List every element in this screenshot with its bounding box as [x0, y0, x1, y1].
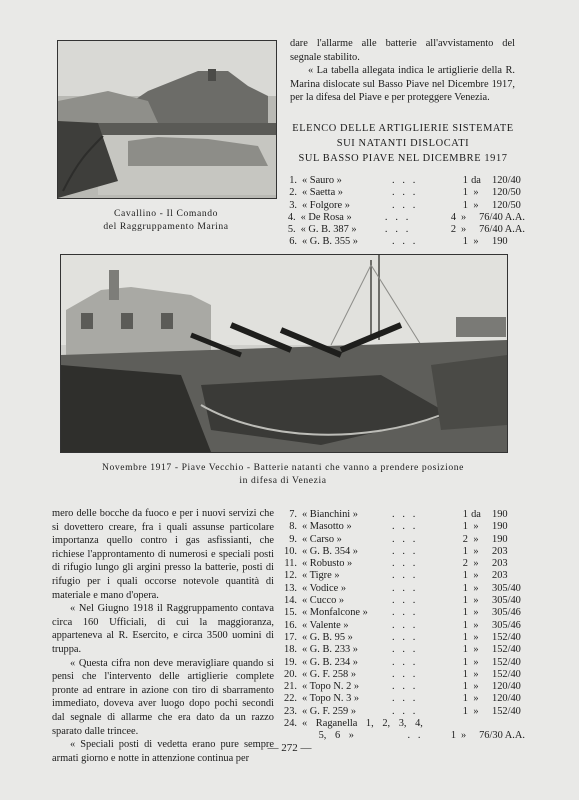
- list-row-unit: »: [473, 199, 479, 211]
- list-row-name: « Topo N. 2 »: [302, 681, 360, 693]
- list-row-caliber: 152/40: [492, 631, 521, 643]
- list-row-unit: »: [473, 582, 479, 594]
- list-row-quantity: 1: [462, 582, 468, 594]
- list-row-number: 3.: [289, 199, 297, 211]
- list-row-caliber: 120/50: [492, 199, 521, 211]
- list-heading-line1: ELENCO DELLE ARTIGLIERIE SISTEMATE: [292, 123, 514, 134]
- list-row-quantity: 1: [462, 681, 468, 693]
- list-row-unit: »: [461, 211, 467, 223]
- list-row-caliber: 152/40: [492, 705, 521, 717]
- list-row-leaders: . . .: [392, 607, 416, 619]
- list-row: [275, 558, 525, 570]
- list-row-unit: da: [471, 509, 481, 520]
- list-row-name: « Tigre »: [302, 570, 340, 582]
- list-row-caliber: 305/40: [492, 595, 521, 607]
- list-row: [275, 607, 525, 619]
- list-row-quantity: 1: [462, 521, 468, 533]
- list-row-number: 4.: [287, 211, 296, 223]
- photo-top-caption: [57, 207, 275, 233]
- list-row-leaders: . . .: [392, 509, 416, 520]
- list-row-caliber: 152/40: [492, 656, 521, 668]
- list-row: [275, 521, 525, 533]
- list-row-number: 7.: [289, 509, 297, 520]
- list-row: [275, 706, 525, 718]
- list-row-caliber: 305/46: [492, 619, 521, 631]
- photo-cavallino-image: [58, 41, 276, 198]
- list-row-name: « Saetta »: [302, 187, 343, 199]
- list-row-name: « Carso »: [302, 533, 342, 545]
- list-row-quantity: 1: [462, 199, 468, 211]
- list-row-number: 10.: [284, 545, 297, 557]
- list-row-caliber: 120/50: [492, 187, 521, 199]
- list-row-number: 12.: [284, 570, 297, 582]
- list-row-caliber: 190: [492, 509, 508, 520]
- body-paragraph-1: mero delle bocche da fuoco e per i nuovi servizi che si dovettero creare, fra i quali assunse particolare importanza quello contro i gas asfissianti, che richiese l'approntamento di numerosi e speciali posti di rifugio lungo gli argini presso la batterie, posti di rifugio per i quali occorse notevole quantità di materiale e mano d'opera.: [52, 508, 274, 601]
- list-row: [275, 693, 525, 705]
- intro-paragraph: « La tabella allegata indica le artiglierie della R. Marina dislocate sul Basso Piave nel Dicembre 1917, per la difesa del Piave e per proteggere Venezia.: [290, 65, 515, 104]
- list-row-leaders: . . .: [392, 619, 416, 631]
- list-row-number: 24.: [284, 718, 297, 729]
- list-row-name-continued: 5, 6 »: [318, 730, 354, 742]
- list-row-quantity: 1: [462, 607, 468, 619]
- intro-continuation: dare l'allarme alle batterie all'avvistamento del segnale stabilito.: [290, 38, 515, 63]
- list-row-number: 23.: [284, 705, 297, 717]
- list-row-number: 11.: [284, 558, 297, 570]
- list-row-leaders: . . .: [392, 631, 416, 643]
- list-row-unit: »: [461, 730, 467, 742]
- photo-top-caption-line1: Cavallino - Il Comando: [113, 208, 219, 219]
- photo-main-caption-line2: in difesa di Venezia: [239, 475, 327, 486]
- list-row-name: « Masotto »: [302, 521, 352, 533]
- photo-top-caption-line2: del Raggruppamento Marina: [103, 221, 229, 232]
- list-heading: [283, 121, 523, 166]
- list-row-leaders: . . .: [392, 533, 416, 545]
- body-paragraph-3: « Questa cifra non deve meravigliare quando si pensi che l'intervento delle artiglierie complete pronte ad entrare in azione con tiro di sbarramento immediato, doveva aver luogo dopo pochi secondi dal segnale di allarme che era dato da un razzo sparato dalle trincee.: [52, 657, 274, 737]
- photo-floating-batteries-image: [61, 255, 507, 452]
- list-row-quantity: 1: [462, 509, 468, 520]
- list-row-number: 20.: [284, 668, 297, 680]
- list-row-caliber: 190: [492, 236, 508, 248]
- list-row-caliber: 120/40: [492, 693, 521, 705]
- list-row: [275, 595, 525, 607]
- list-row-quantity: 2: [462, 558, 468, 570]
- list-row-number: 5.: [287, 224, 296, 236]
- body-text: [52, 507, 274, 765]
- list-row: [275, 718, 525, 730]
- list-row-unit: »: [473, 644, 479, 656]
- list-row-name: « G. B. 355 »: [302, 236, 358, 248]
- list-row-name: « Sauro »: [302, 175, 342, 186]
- list-row-number: 22.: [284, 693, 297, 705]
- list-row-caliber: 152/40: [492, 644, 521, 656]
- list-row-leaders: . . .: [392, 644, 416, 656]
- list-row-number: 9.: [289, 533, 297, 545]
- list-row-name: « G. B. 354 »: [302, 545, 358, 557]
- list-row-caliber: 76/40 A.A.: [479, 224, 525, 236]
- list-row-quantity: 1: [462, 668, 468, 680]
- list-row-leaders: . . .: [392, 570, 416, 582]
- photo-main-caption-line1: Novembre 1917 - Piave Vecchio - Batterie natanti che vanno a prendere posizione: [101, 462, 465, 473]
- list-row-name: « G. F. 258 »: [302, 668, 357, 680]
- page-number: — 272 —: [267, 742, 312, 754]
- list-row-leaders: . . .: [392, 681, 416, 693]
- list-row-unit: »: [473, 693, 479, 705]
- list-row-leaders: . . .: [384, 211, 409, 223]
- list-row-name: « Raganella 1, 2, 3, 4,: [302, 718, 423, 729]
- list-row: [275, 583, 525, 595]
- photo-main-caption: [40, 461, 526, 487]
- body-paragraph-2: « Nel Giugno 1918 il Raggruppamento contava circa 160 Ufficiali, di cui la maggioranza, apparteneva al R. Esercito, e circa 3500 uomini di truppa.: [52, 603, 274, 655]
- list-row-name: « Vodice »: [302, 582, 347, 594]
- list-row-leaders: . .: [407, 730, 421, 742]
- list-row-quantity: 1: [462, 656, 468, 668]
- list-row-quantity: 1: [450, 730, 457, 742]
- list-row: [275, 546, 525, 558]
- list-row: [275, 187, 525, 199]
- list-row-leaders: . . .: [392, 668, 416, 680]
- list-row-name: « De Rosa »: [300, 211, 352, 223]
- list-row-quantity: 1: [462, 570, 468, 582]
- list-row-number: 18.: [284, 644, 297, 656]
- list-row: [275, 236, 525, 248]
- list-row-name: « G. B. 387 »: [300, 224, 357, 236]
- intro-text: [290, 37, 515, 105]
- list-row-quantity: 1: [462, 705, 468, 717]
- list-row: [275, 620, 525, 632]
- list-row-quantity: 1: [462, 545, 468, 557]
- list-row-unit: »: [473, 187, 479, 199]
- list-row-leaders: . . .: [392, 521, 416, 533]
- list-row-name: « Robusto »: [302, 558, 353, 570]
- list-row-leaders: . . .: [392, 656, 416, 668]
- list-row: [275, 669, 525, 681]
- list-row-quantity: 2: [450, 224, 457, 236]
- list-row-caliber: 203: [492, 558, 508, 570]
- list-row-name: « Bianchini »: [302, 509, 358, 520]
- list-heading-line3: SUL BASSO PIAVE NEL DICEMBRE 1917: [298, 153, 508, 164]
- list-row-unit: »: [473, 570, 479, 582]
- list-row-quantity: 1: [462, 631, 468, 643]
- list-row: [275, 200, 525, 212]
- list-row-unit: »: [473, 619, 479, 631]
- list-row-name: « G. B. 234 »: [302, 656, 358, 668]
- list-row-leaders: . . .: [392, 199, 416, 211]
- artillery-list-last: [275, 718, 525, 743]
- list-row: [275, 657, 525, 669]
- list-row-number: 2.: [289, 187, 297, 199]
- artillery-list-bottom: [275, 509, 525, 718]
- list-row-number: 13.: [284, 582, 297, 594]
- list-row-caliber: 152/40: [492, 668, 521, 680]
- list-row-unit: »: [473, 631, 479, 643]
- list-row-number: 15.: [284, 607, 297, 619]
- list-row-leaders: . . .: [392, 595, 416, 607]
- list-row-name: « G. B. 233 »: [302, 644, 358, 656]
- list-row-leaders: . . .: [392, 545, 416, 557]
- list-row-quantity: 1: [462, 595, 468, 607]
- list-row-caliber: 203: [492, 570, 508, 582]
- list-row: [275, 644, 525, 656]
- list-row-unit: »: [473, 607, 479, 619]
- list-row-number: 6.: [289, 236, 297, 248]
- artillery-list-top: [275, 175, 525, 249]
- list-row-leaders: . . .: [392, 187, 416, 199]
- list-row-quantity: 2: [462, 533, 468, 545]
- list-row-unit: »: [473, 521, 479, 533]
- list-row-name: « G. F. 259 »: [302, 705, 357, 717]
- list-row-unit: »: [473, 656, 479, 668]
- list-row-caliber: 190: [492, 533, 508, 545]
- list-row-caliber: 76/30 A.A.: [479, 730, 525, 742]
- list-row-caliber: 203: [492, 545, 508, 557]
- list-row-name: « Valente »: [302, 619, 349, 631]
- list-row-number: 21.: [284, 681, 297, 693]
- list-row-unit: »: [473, 558, 479, 570]
- list-row-quantity: 1: [462, 236, 468, 248]
- list-row-name: « Folgore »: [302, 199, 350, 211]
- list-row-quantity: 4: [450, 211, 457, 223]
- list-row-leaders: . . .: [384, 224, 409, 236]
- list-row-leaders: . . .: [392, 236, 416, 248]
- list-row-caliber: 120/40: [492, 681, 521, 693]
- list-row-quantity: 1: [462, 175, 468, 186]
- list-row-unit: »: [473, 533, 479, 545]
- list-row-name: « Topo N. 3 »: [302, 693, 360, 705]
- list-row-number: 19.: [284, 656, 297, 668]
- photo-cavallino-command: [57, 40, 277, 199]
- list-row: [275, 681, 525, 693]
- list-row-leaders: . . .: [392, 558, 416, 570]
- list-row-number: 1.: [289, 175, 297, 186]
- list-row: [275, 224, 525, 236]
- list-row-leaders: . . .: [392, 582, 416, 594]
- list-row-leaders: . . .: [392, 693, 416, 705]
- list-row-number: 14.: [284, 595, 297, 607]
- list-row-name: « Monfalcone »: [302, 607, 368, 619]
- list-row-caliber: 76/40 A.A.: [479, 211, 525, 223]
- body-paragraph-4: « Speciali posti di vedetta erano pure sempre armati giorno e notte in attenzione continua per: [52, 739, 274, 764]
- list-row: [275, 632, 525, 644]
- list-row-quantity: 1: [462, 693, 468, 705]
- list-row-unit: »: [473, 668, 479, 680]
- list-row-leaders: . . .: [392, 175, 416, 186]
- list-row-caliber: 120/40: [492, 175, 521, 186]
- list-row-number: 8.: [289, 521, 297, 533]
- list-row-name: « G. B. 95 »: [302, 631, 353, 643]
- list-row-unit: »: [473, 236, 479, 248]
- list-row-quantity: 1: [462, 619, 468, 631]
- list-row: [275, 175, 525, 187]
- list-row: [275, 570, 525, 582]
- list-row-continued: [275, 730, 525, 742]
- list-row-caliber: 305/46: [492, 607, 521, 619]
- list-heading-line2: SUI NATANTI DISLOCATI: [336, 138, 470, 149]
- list-row-caliber: 190: [492, 521, 508, 533]
- list-row-number: 16.: [284, 619, 297, 631]
- list-row-number: 17.: [284, 631, 297, 643]
- list-row-name: « Cucco »: [302, 595, 345, 607]
- list-row: [275, 212, 525, 224]
- list-row-unit: »: [461, 224, 467, 236]
- list-row-unit: »: [473, 705, 479, 717]
- list-row-quantity: 1: [462, 187, 468, 199]
- list-row-unit: »: [473, 681, 479, 693]
- list-row-unit: da: [471, 175, 481, 186]
- list-row: [275, 534, 525, 546]
- list-row-unit: »: [473, 545, 479, 557]
- photo-floating-batteries: [60, 254, 508, 453]
- list-row-unit: »: [473, 595, 479, 607]
- list-row-leaders: . . .: [392, 705, 416, 717]
- list-row: [275, 509, 525, 521]
- list-row-caliber: 305/40: [492, 582, 521, 594]
- list-row-quantity: 1: [462, 644, 468, 656]
